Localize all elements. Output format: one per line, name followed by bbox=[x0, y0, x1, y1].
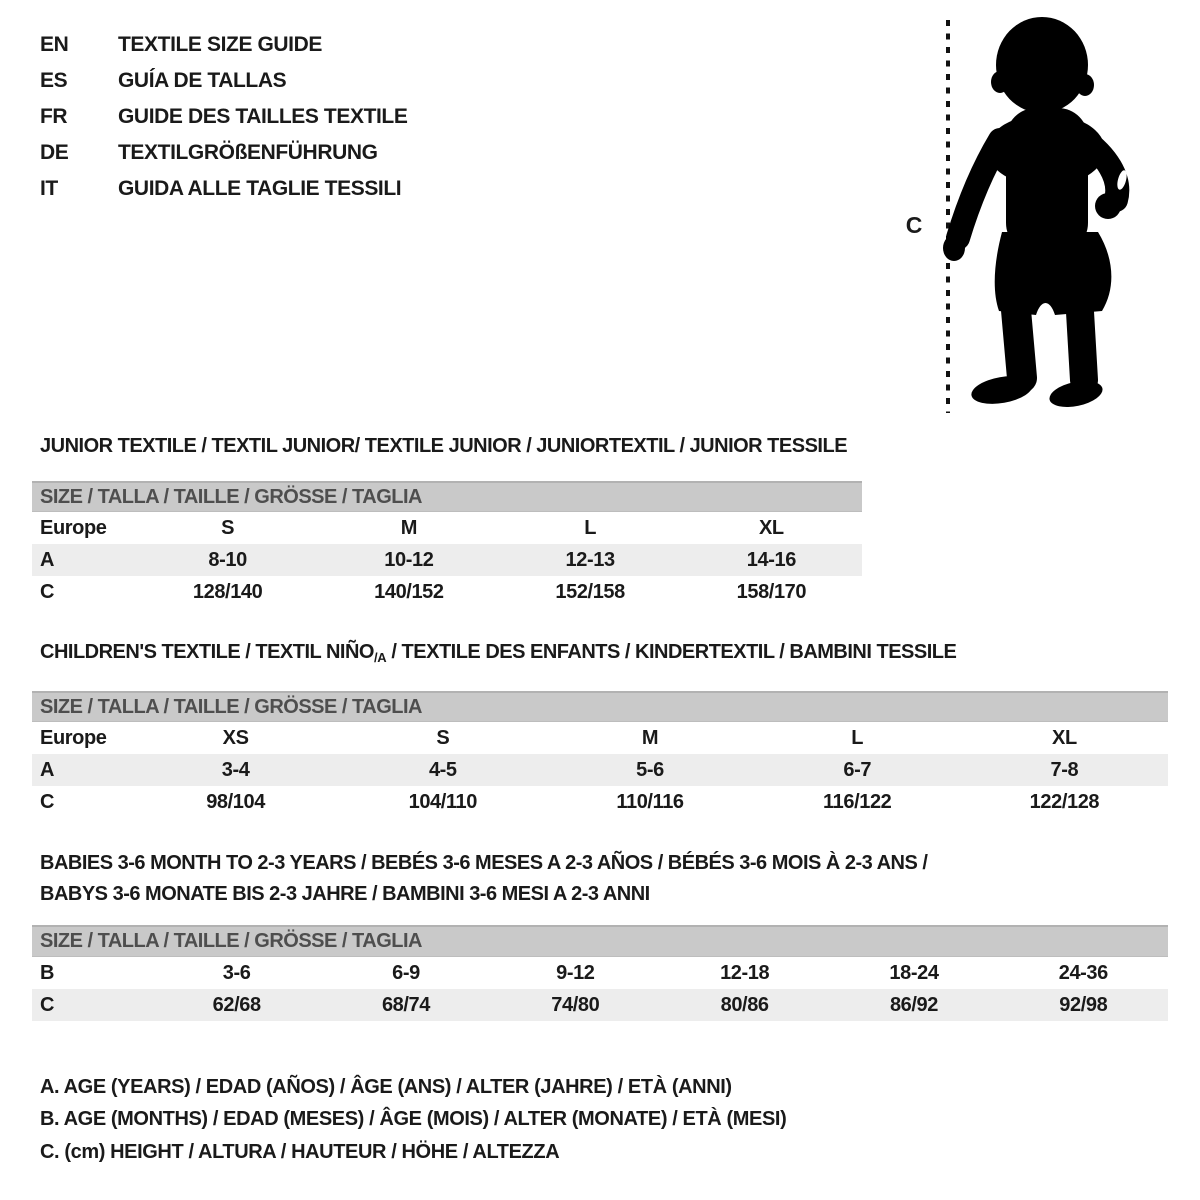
age-cell: 5-6 bbox=[636, 758, 664, 781]
height-cell: 62/68 bbox=[212, 993, 261, 1016]
table-row-europe bbox=[32, 512, 862, 544]
size-header-bar: SIZE / TALLA / TAILLE / GRÖSSE / TAGLIA bbox=[32, 481, 862, 512]
age-cell: 8-10 bbox=[208, 548, 247, 571]
table-row-months bbox=[32, 957, 1168, 989]
months-cell: 18-24 bbox=[889, 961, 939, 984]
months-cell: 6-9 bbox=[392, 961, 420, 984]
row-label: B bbox=[40, 961, 55, 984]
row-label: A bbox=[40, 758, 55, 781]
height-cell: 140/152 bbox=[374, 580, 444, 603]
language-row-fr bbox=[40, 99, 407, 135]
junior-section-title: JUNIOR TEXTILE / TEXTIL JUNIOR/ TEXTILE JUNIOR / JUNIORTEXTIL / JUNIOR TESSILE bbox=[40, 435, 848, 457]
guide-title-de: TEXTILGRÖßENFÜHRUNG bbox=[118, 141, 378, 164]
age-cell: 14-16 bbox=[746, 548, 796, 571]
babies-section-title bbox=[40, 848, 927, 910]
size-cell: M bbox=[641, 726, 659, 749]
size-cell: XL bbox=[1052, 726, 1077, 749]
months-cell: 9-12 bbox=[556, 961, 595, 984]
height-cell: 92/98 bbox=[1059, 993, 1108, 1016]
babies-title-line2: BABYS 3-6 MONATE BIS 2-3 JAHRE / BAMBINI 3-6 MESI A 2-3 ANNI bbox=[40, 883, 650, 905]
height-cell: 152/158 bbox=[555, 580, 625, 603]
age-cell: 6-7 bbox=[843, 758, 872, 781]
row-label: A bbox=[40, 548, 55, 571]
legend-line-a: A. AGE (YEARS) / EDAD (AÑOS) / ÂGE (ANS) / ALTER (JAHRE) / ETÀ (ANNI) bbox=[40, 1075, 732, 1098]
size-cell: L bbox=[584, 516, 597, 539]
childrens-title-pre: CHILDREN'S TEXTILE / TEXTIL NIÑO bbox=[40, 641, 374, 663]
table-row-height bbox=[32, 989, 1168, 1021]
age-cell: 10-12 bbox=[384, 548, 434, 571]
height-cell: 68/74 bbox=[381, 993, 431, 1016]
table-row-height bbox=[32, 576, 862, 608]
size-cell: XS bbox=[222, 726, 249, 749]
size-cell: M bbox=[400, 516, 417, 539]
age-cell: 3-4 bbox=[221, 758, 250, 781]
row-label: C bbox=[40, 790, 55, 813]
row-label: C bbox=[40, 993, 55, 1016]
toddler-figure bbox=[905, 10, 1160, 420]
language-code: ES bbox=[40, 69, 68, 92]
babies-size-table bbox=[32, 925, 1168, 1021]
age-cell: 12-13 bbox=[565, 548, 615, 571]
height-cell: 86/92 bbox=[889, 993, 938, 1016]
months-cell: 3-6 bbox=[222, 961, 251, 984]
height-cell: 98/104 bbox=[206, 790, 265, 813]
height-cell: 104/110 bbox=[408, 790, 477, 813]
language-code: IT bbox=[40, 177, 58, 200]
childrens-title-sub: /A bbox=[373, 650, 387, 665]
months-cell: 24-36 bbox=[1058, 961, 1108, 984]
legend bbox=[40, 1071, 786, 1169]
childrens-title-post: / TEXTILE DES ENFANTS / KINDERTEXTIL / BAMBINI TESSILE bbox=[386, 641, 957, 663]
height-cell: 110/116 bbox=[616, 790, 684, 813]
size-cell: S bbox=[221, 516, 235, 539]
height-cell: 158/170 bbox=[736, 580, 807, 603]
row-label: Europe bbox=[40, 726, 107, 749]
guide-title-es: GUÍA DE TALLAS bbox=[118, 69, 287, 92]
language-row-en bbox=[40, 27, 407, 63]
language-row-it bbox=[40, 171, 407, 207]
height-measure-label: C bbox=[905, 212, 923, 238]
months-cell: 12-18 bbox=[720, 961, 770, 984]
guide-title-it: GUIDA ALLE TAGLIE TESSILI bbox=[118, 177, 402, 200]
toddler-silhouette-icon bbox=[930, 10, 1160, 420]
height-cell: 122/128 bbox=[1029, 790, 1100, 813]
size-cell: S bbox=[436, 726, 450, 749]
age-cell: 4-5 bbox=[428, 758, 457, 781]
legend-line-c: C. (cm) HEIGHT / ALTURA / HAUTEUR / HÖHE / ALTEZZA bbox=[40, 1140, 560, 1163]
height-cell: 128/140 bbox=[192, 580, 263, 603]
guide-title-fr: GUIDE DES TAILLES TEXTILE bbox=[118, 105, 408, 128]
age-cell: 7-8 bbox=[1050, 758, 1079, 781]
table-row-height bbox=[32, 786, 1168, 818]
language-code: FR bbox=[40, 105, 68, 128]
babies-title-line1: BABIES 3-6 MONTH TO 2-3 YEARS / BEBÉS 3-6 MESES A 2-3 AÑOS / BÉBÉS 3-6 MOIS À 2-3 ANS / bbox=[40, 852, 928, 874]
table-row-age bbox=[32, 754, 1168, 786]
childrens-section-title bbox=[40, 641, 956, 665]
table-row-europe bbox=[32, 722, 1168, 754]
size-header-bar: SIZE / TALLA / TAILLE / GRÖSSE / TAGLIA bbox=[32, 925, 1168, 957]
row-label: Europe bbox=[40, 516, 107, 539]
guide-title-en: TEXTILE SIZE GUIDE bbox=[118, 33, 322, 56]
size-cell: L bbox=[851, 726, 864, 749]
junior-size-table bbox=[32, 481, 862, 608]
height-cell: 116/122 bbox=[823, 790, 892, 813]
row-label: C bbox=[40, 580, 55, 603]
language-row-es bbox=[40, 63, 407, 99]
height-cell: 74/80 bbox=[551, 993, 600, 1016]
size-cell: XL bbox=[758, 516, 784, 539]
language-list bbox=[40, 27, 407, 207]
language-row-de bbox=[40, 135, 407, 171]
language-code: DE bbox=[40, 141, 69, 164]
language-code: EN bbox=[40, 33, 69, 56]
size-header-bar: SIZE / TALLA / TAILLE / GRÖSSE / TAGLIA bbox=[32, 691, 1168, 722]
table-row-age bbox=[32, 544, 862, 576]
legend-line-b: B. AGE (MONTHS) / EDAD (MESES) / ÂGE (MOIS) / ALTER (MONATE) / ETÀ (MESI) bbox=[40, 1108, 787, 1131]
childrens-size-table bbox=[32, 691, 1168, 818]
height-cell: 80/86 bbox=[720, 993, 769, 1016]
